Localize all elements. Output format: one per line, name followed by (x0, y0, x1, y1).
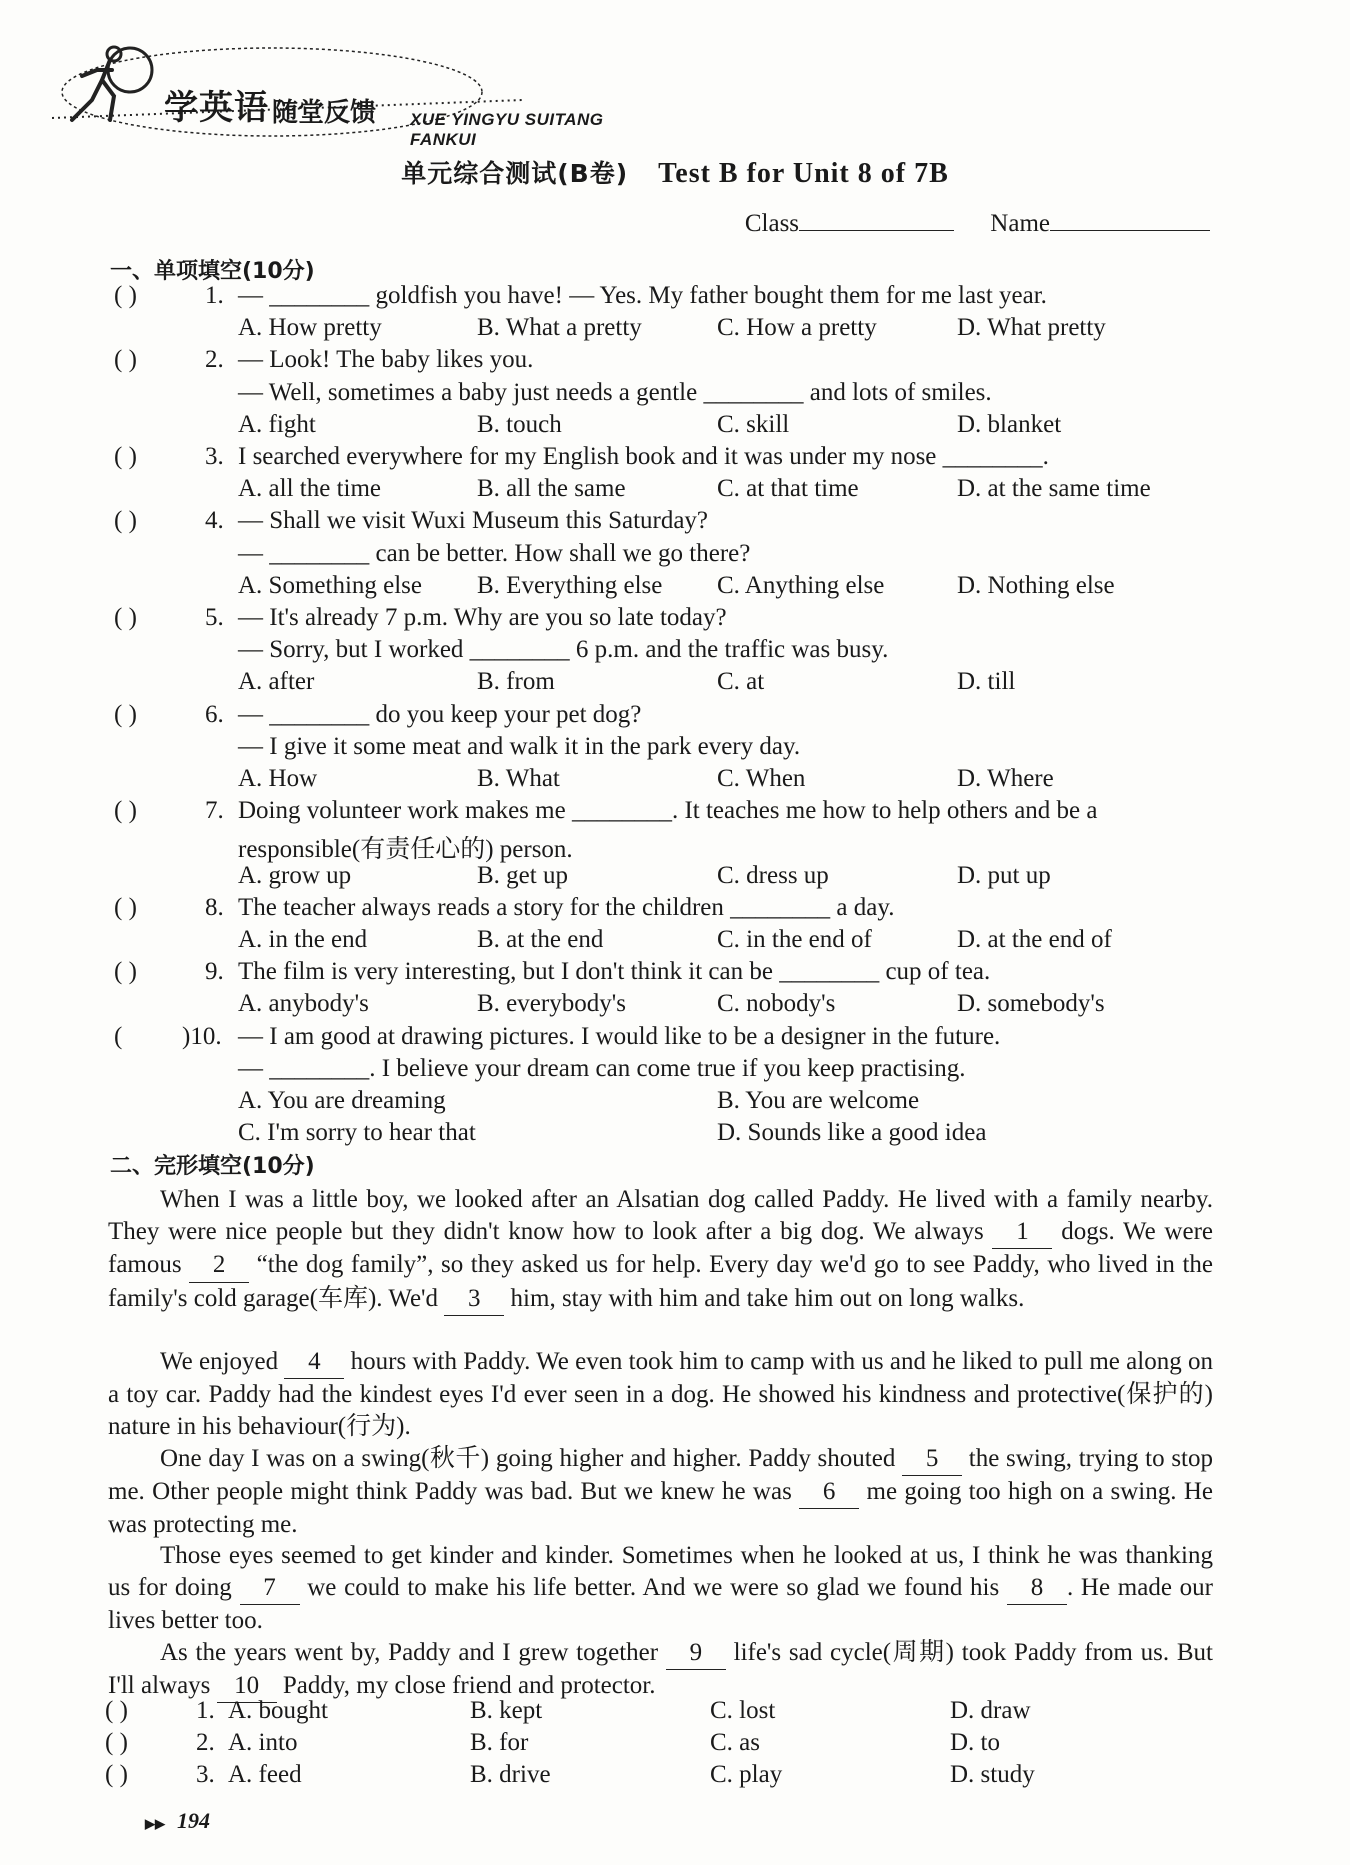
option-c[interactable]: C. Anything else (717, 571, 885, 599)
option-d[interactable]: D. till (957, 668, 1016, 696)
page-title (0, 154, 1350, 190)
question-text: — ________ can be better. How shall we go there? (238, 539, 751, 567)
answer-paren[interactable]: ( ) (114, 443, 137, 470)
cloze-blank[interactable]: 7 (240, 1572, 300, 1605)
cloze-blank[interactable]: 2 (189, 1249, 249, 1282)
question-number: 8. (205, 893, 224, 921)
question-number: 1. (205, 282, 224, 309)
answer-paren[interactable]: ( ) (105, 1697, 128, 1724)
option-d[interactable]: D. put up (957, 861, 1051, 889)
passage-paragraph: When I was a little boy, we looked after an Alsatian dog called Paddy. He lived with a family nearby. They were nice people but they didn't know how to look after a big dog. We always 1 dogs. We were famous 2 “the dog family”, so they asked us for help. Every day we'd go to see Paddy, who lived in the family's cold garage(车库). We'd 3 him, stay with him and take him out on long walks. (108, 1184, 1213, 1316)
option-a[interactable]: A. fight (238, 410, 316, 438)
option-b[interactable]: B. Everything else (477, 571, 663, 599)
question-text: — It's already 7 p.m. Why are you so late today? (238, 604, 727, 631)
option-b[interactable]: B. What a pretty (477, 314, 642, 342)
question-text: — ________. I believe your dream can come true if you keep practising. (238, 1054, 966, 1082)
class-label: Class (744, 210, 800, 237)
cloze-blank[interactable]: 4 (284, 1346, 344, 1379)
cloze-blank[interactable]: 3 (444, 1283, 504, 1316)
option-a[interactable]: A. all the time (238, 475, 382, 503)
question-number: 3. (205, 443, 224, 470)
answer-paren[interactable]: ( ) (114, 282, 137, 309)
option-a[interactable]: A. into (228, 1729, 298, 1757)
brand-title-cn: 学英语 (164, 88, 269, 128)
passage-paragraph: One day I was on a swing(秋千) going higher and higher. Paddy shouted 5 the swing, trying to stop me. Other people might think Paddy was bad. But we knew he was 6 me going too high on a swing. He was protecting me. (108, 1445, 1213, 1539)
question-number: )10. (182, 1022, 222, 1050)
option-c[interactable]: C. at (717, 668, 765, 696)
answer-paren[interactable]: ( ) (114, 346, 137, 374)
option-b[interactable]: B. everybody's (477, 990, 626, 1018)
option-c[interactable]: C. When (717, 765, 806, 792)
question-number: 2. (205, 346, 224, 374)
option-d[interactable]: D. draw (950, 1697, 1031, 1724)
option-b[interactable]: B. at the end (477, 926, 604, 953)
question-number: 3. (196, 1761, 215, 1789)
option-b[interactable]: B. kept (470, 1697, 543, 1724)
option-a[interactable]: A. bought (228, 1697, 328, 1724)
section1-title: 一、单项填空(10分) (110, 259, 315, 284)
answer-paren[interactable]: ( ) (114, 507, 137, 535)
option-c[interactable]: C. as (710, 1729, 760, 1757)
option-c[interactable]: C. in the end of (717, 926, 872, 953)
option-a[interactable]: A. You are dreaming (238, 1087, 446, 1114)
question-text: — ________ do you keep your pet dog? (238, 700, 642, 728)
option-b[interactable]: B. touch (477, 410, 562, 438)
option-d[interactable]: D. blanket (957, 410, 1062, 438)
option-a[interactable]: A. in the end (238, 926, 368, 953)
question-number: 7. (205, 797, 224, 825)
question-text: — ________ goldfish you have! — Yes. My father bought them for me last year. (238, 282, 1047, 309)
question-text: The film is very interesting, but I don't think it can be ________ cup of tea. (238, 958, 991, 986)
option-b[interactable]: B. for (470, 1729, 529, 1757)
brand-subtitle-cn: 随堂反馈 (272, 98, 377, 128)
option-b[interactable]: B. from (477, 668, 555, 696)
option-d[interactable]: D. Nothing else (957, 571, 1115, 599)
answer-paren[interactable]: ( ) (114, 797, 137, 825)
cloze-blank[interactable]: 9 (666, 1637, 726, 1670)
question-text: — Well, sometimes a baby just needs a gentle ________ and lots of smiles. (238, 378, 992, 406)
page-footer (145, 1808, 210, 1834)
answer-paren[interactable]: ( ) (114, 700, 137, 728)
title-cn: 单元综合测试(B卷) (401, 159, 629, 188)
option-a[interactable]: A. grow up (238, 861, 352, 889)
option-d[interactable]: D. at the same time (957, 475, 1151, 503)
page-number: 194 (177, 1808, 210, 1833)
option-d[interactable]: D. Sounds like a good idea (717, 1119, 987, 1147)
question-text: — Look! The baby likes you. (238, 346, 534, 374)
class-name-fields (745, 208, 1210, 238)
cloze-blank[interactable]: 5 (902, 1443, 962, 1476)
option-d[interactable]: D. somebody's (957, 990, 1105, 1018)
question-number: 2. (196, 1729, 215, 1757)
passage-paragraph: As the years went by, Paddy and I grew together 9 life's sad cycle(周期) took Paddy from us. But I'll always 10 Paddy, my close friend and protector. (108, 1637, 1213, 1703)
option-c[interactable]: C. at that time (717, 475, 859, 503)
cloze-blank[interactable]: 8 (1007, 1572, 1067, 1605)
option-a[interactable]: A. How (238, 765, 318, 792)
name-label: Name (990, 210, 1050, 237)
brand-title-en: XUE YINGYU SUITANG FANKUI (410, 110, 604, 149)
option-a[interactable]: A. after (238, 668, 315, 696)
question-text: — Shall we visit Wuxi Museum this Saturday? (238, 507, 709, 535)
option-a[interactable]: A. How pretty (238, 314, 382, 342)
question-number: 5. (205, 604, 224, 631)
option-a[interactable]: A. feed (228, 1761, 302, 1789)
section2-title: 二、完形填空(10分) (110, 1154, 315, 1179)
option-c[interactable]: C. skill (717, 410, 790, 438)
answer-paren[interactable]: ( ) (105, 1761, 128, 1789)
answer-paren[interactable]: ( ) (105, 1729, 128, 1757)
option-d[interactable]: D. What pretty (957, 314, 1106, 342)
option-b[interactable]: B. You are welcome (717, 1087, 920, 1114)
cloze-blank[interactable]: 1 (992, 1216, 1052, 1249)
series-header (52, 40, 652, 149)
arrow-icon: ▶▶ (145, 1816, 165, 1831)
option-c[interactable]: C. dress up (717, 861, 829, 889)
passage-paragraph: We enjoyed 4 hours with Paddy. We even took him to camp with us and he liked to pull me along on a toy car. Paddy had the kindest eyes I'd ever seen in a dog. He showed his kindness and protective(保护的) nature in his behaviour(行为). (108, 1348, 1213, 1441)
option-c[interactable]: C. I'm sorry to hear that (238, 1119, 476, 1147)
question-text: responsible(有责任心的) person. (238, 836, 573, 864)
answer-paren[interactable]: ( ) (114, 958, 137, 986)
answer-paren[interactable]: ( ) (114, 604, 137, 631)
option-c[interactable]: C. nobody's (717, 990, 836, 1018)
question-text: Doing volunteer work makes me ________. It teaches me how to help others and be a (238, 797, 1098, 825)
question-text: — Sorry, but I worked ________ 6 p.m. and the traffic was busy. (238, 636, 889, 664)
cloze-blank[interactable]: 6 (799, 1476, 859, 1509)
question-text: — I am good at drawing pictures. I would like to be a designer in the future. (238, 1022, 1001, 1050)
title-en: Test B for Unit 8 of 7B (658, 158, 949, 189)
question-number: 4. (205, 507, 224, 535)
question-number: 6. (205, 700, 224, 728)
answer-paren[interactable]: ( ) (114, 893, 137, 921)
option-d[interactable]: D. Where (957, 765, 1054, 792)
question-number: 1. (196, 1697, 215, 1724)
class-field[interactable] (799, 208, 954, 231)
option-b[interactable]: B. What (477, 765, 560, 792)
option-d[interactable]: D. to (950, 1729, 1000, 1757)
option-d[interactable]: D. study (950, 1761, 1035, 1789)
option-b[interactable]: B. all the same (477, 475, 626, 503)
option-c[interactable]: C. How a pretty (717, 314, 877, 342)
question-text: The teacher always reads a story for the children ________ a day. (238, 893, 895, 921)
option-b[interactable]: B. drive (470, 1761, 551, 1789)
passage-paragraph: Those eyes seemed to get kinder and kinder. Sometimes when he looked at us, I think he was thanking us for doing 7 we could to make his life better. And we were so glad we found his 8 . He made our lives better too. (108, 1542, 1213, 1635)
name-field[interactable] (1050, 208, 1210, 231)
option-d[interactable]: D. at the end of (957, 926, 1112, 953)
question-text: I searched everywhere for my English book and it was under my nose ________. (238, 443, 1049, 470)
option-c[interactable]: C. play (710, 1761, 783, 1789)
option-c[interactable]: C. lost (710, 1697, 776, 1724)
cloze-blank[interactable]: 10 (217, 1670, 277, 1703)
answer-paren[interactable]: ( (114, 1022, 123, 1050)
option-a[interactable]: A. anybody's (238, 990, 369, 1018)
option-a[interactable]: A. Something else (238, 571, 423, 599)
option-b[interactable]: B. get up (477, 861, 568, 889)
question-text: — I give it some meat and walk it in the park every day. (238, 732, 801, 760)
question-number: 9. (205, 958, 224, 986)
